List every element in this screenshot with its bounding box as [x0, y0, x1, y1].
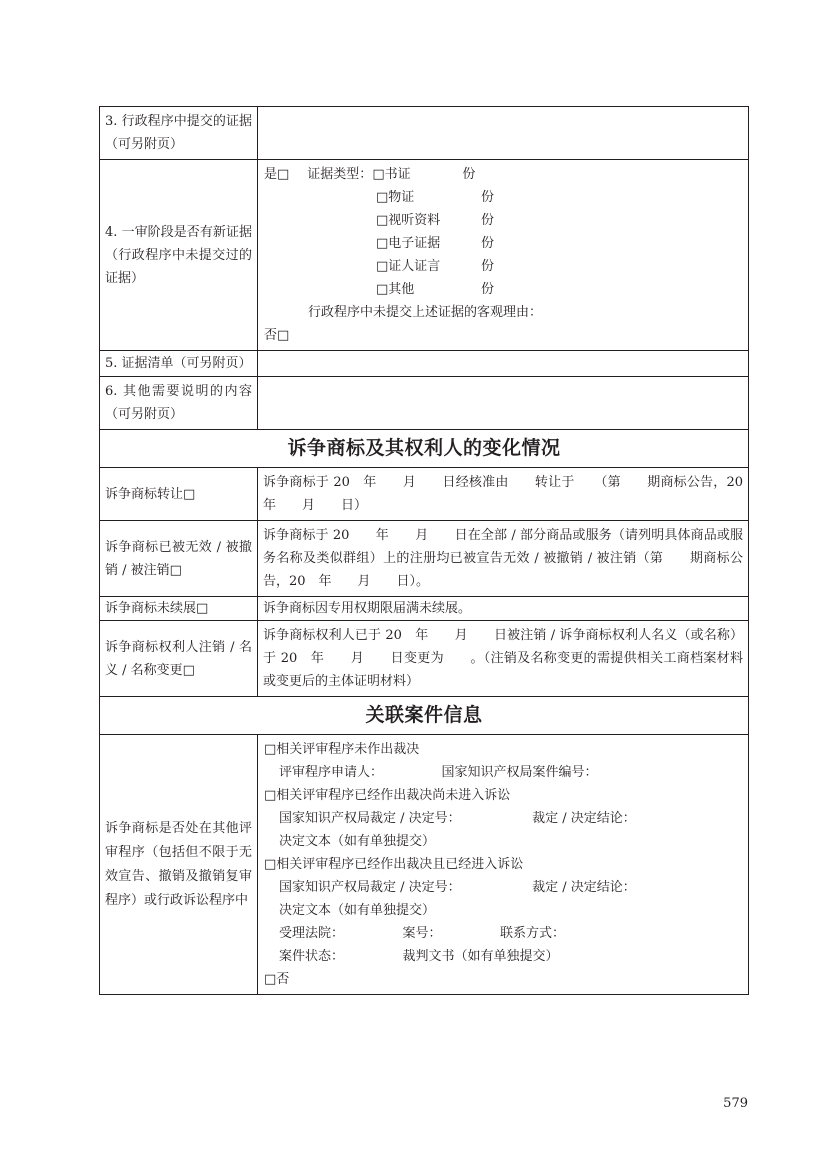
evidence-type-unit: 份: [481, 282, 495, 297]
evidence-type-unit: 份: [462, 167, 476, 182]
row-label: 诉争商标未续展□: [100, 597, 258, 621]
row-text: 诉争商标权利人已于 20 年 月 日被注销 / 诉争商标权利人名义（或名称）于 20 年 月 日变更为 。（注销及名称变更的需提供相关工商档案材料或变更后的主体证明材料）: [258, 621, 749, 697]
row-related-cases: [100, 735, 749, 995]
related-line[interactable]: □相关评审程序已经作出裁决且已经进入诉讼: [264, 857, 524, 872]
section-related-header: [100, 697, 749, 735]
yes-checkbox[interactable]: 是□: [264, 167, 290, 182]
evidence-type-line: [264, 163, 743, 186]
evidence-type-line: [264, 209, 743, 232]
related-line: 受理法院： 案号： 联系方式：: [279, 926, 566, 941]
evidence-type-line: [264, 278, 743, 301]
related-line: 决定文本（如有单独提交）: [279, 903, 436, 918]
related-line[interactable]: □相关评审程序已经作出裁决尚未进入诉讼: [264, 788, 511, 803]
row-evidence-list: [100, 351, 749, 377]
form-table: [99, 106, 757, 995]
row-label: 诉争商标权利人注销 / 名义 / 名称变更□: [100, 621, 258, 697]
related-line: 评审程序申请人： 国家知识产权局案件编号：: [279, 765, 598, 780]
row-value[interactable]: [258, 377, 749, 430]
evidence-type-name[interactable]: □物证: [376, 190, 415, 205]
evidence-type-line: [264, 255, 743, 278]
evidence-type-name[interactable]: □其他: [376, 282, 415, 297]
evidence-type-name[interactable]: □书证: [372, 167, 411, 182]
objective-reason: 行政程序中未提交上述证据的客观理由：: [308, 305, 543, 320]
row-invalidated: [100, 521, 749, 597]
row-label: 诉争商标已被无效 / 被撤销 / 被注销□: [100, 521, 258, 597]
row-transfer: [100, 468, 749, 521]
evidence-type-unit: 份: [481, 259, 495, 274]
related-line: 决定文本（如有单独提交）: [279, 834, 436, 849]
row-label: 4. 一审阶段是否有新证据（行政程序中未提交过的证据）: [100, 160, 258, 351]
page-number: 579: [723, 1096, 748, 1111]
row-label: 诉争商标是否处在其他评审程序（包括但不限于无效宣告、撤销及撤销复审程序）或行政诉讼程序中: [100, 735, 258, 995]
evidence-type-label: 证据类型：: [307, 167, 373, 182]
related-line: 案件状态： 裁判文书（如有单独提交）: [279, 949, 559, 964]
related-line: 国家知识产权局裁定 / 决定号： 裁定 / 决定结论：: [279, 880, 636, 895]
row-not-renewed: [100, 597, 749, 621]
row-text: 诉争商标于 20 年 月 日在全部 / 部分商品或服务（请列明具体商品或服务名称及类似群组）上的注册均已被宣告无效 / 被撤销 / 被注销（第 期商标公告，20 年 月 日）。: [258, 521, 749, 597]
evidence-type-name[interactable]: □电子证据: [376, 236, 441, 251]
row-label: 3. 行政程序中提交的证据（可另附页）: [100, 107, 258, 160]
row-label: 6. 其他需要说明的内容（可另附页）: [100, 377, 258, 430]
section-title: 诉争商标及其权利人的变化情况: [100, 430, 749, 468]
related-cases-cell: [258, 735, 749, 995]
related-line[interactable]: □相关评审程序未作出裁决: [264, 742, 420, 757]
row-label: 诉争商标转让□: [100, 468, 258, 521]
evidence-type-unit: 份: [481, 190, 495, 205]
evidence-type-name[interactable]: □证人证言: [376, 259, 441, 274]
row-text: 诉争商标因专用权期限届满未续展。: [258, 597, 749, 621]
row-value[interactable]: [258, 351, 749, 377]
evidence-type-unit: 份: [481, 236, 495, 251]
new-evidence-cell: [258, 160, 749, 351]
row-value[interactable]: [258, 107, 749, 160]
evidence-type-unit: 份: [481, 213, 495, 228]
row-label: 5. 证据清单（可另附页）: [100, 351, 258, 377]
row-admin-evidence: [100, 107, 749, 160]
row-other-notes: [100, 377, 749, 430]
section-title: 关联案件信息: [100, 697, 749, 735]
section-change-header: [100, 430, 749, 468]
evidence-type-name[interactable]: □视听资料: [376, 213, 441, 228]
no-checkbox[interactable]: 否□: [264, 328, 290, 343]
row-text: 诉争商标于 20 年 月 日经核准由 转让于 （第 期商标公告，20 年 月 日）: [258, 468, 749, 521]
evidence-type-line: [264, 232, 743, 255]
related-line: 国家知识产权局裁定 / 决定号： 裁定 / 决定结论：: [279, 811, 636, 826]
evidence-type-line: [264, 186, 743, 209]
row-new-evidence: [100, 160, 749, 351]
related-line[interactable]: □否: [264, 972, 290, 987]
row-owner-change: [100, 621, 749, 697]
